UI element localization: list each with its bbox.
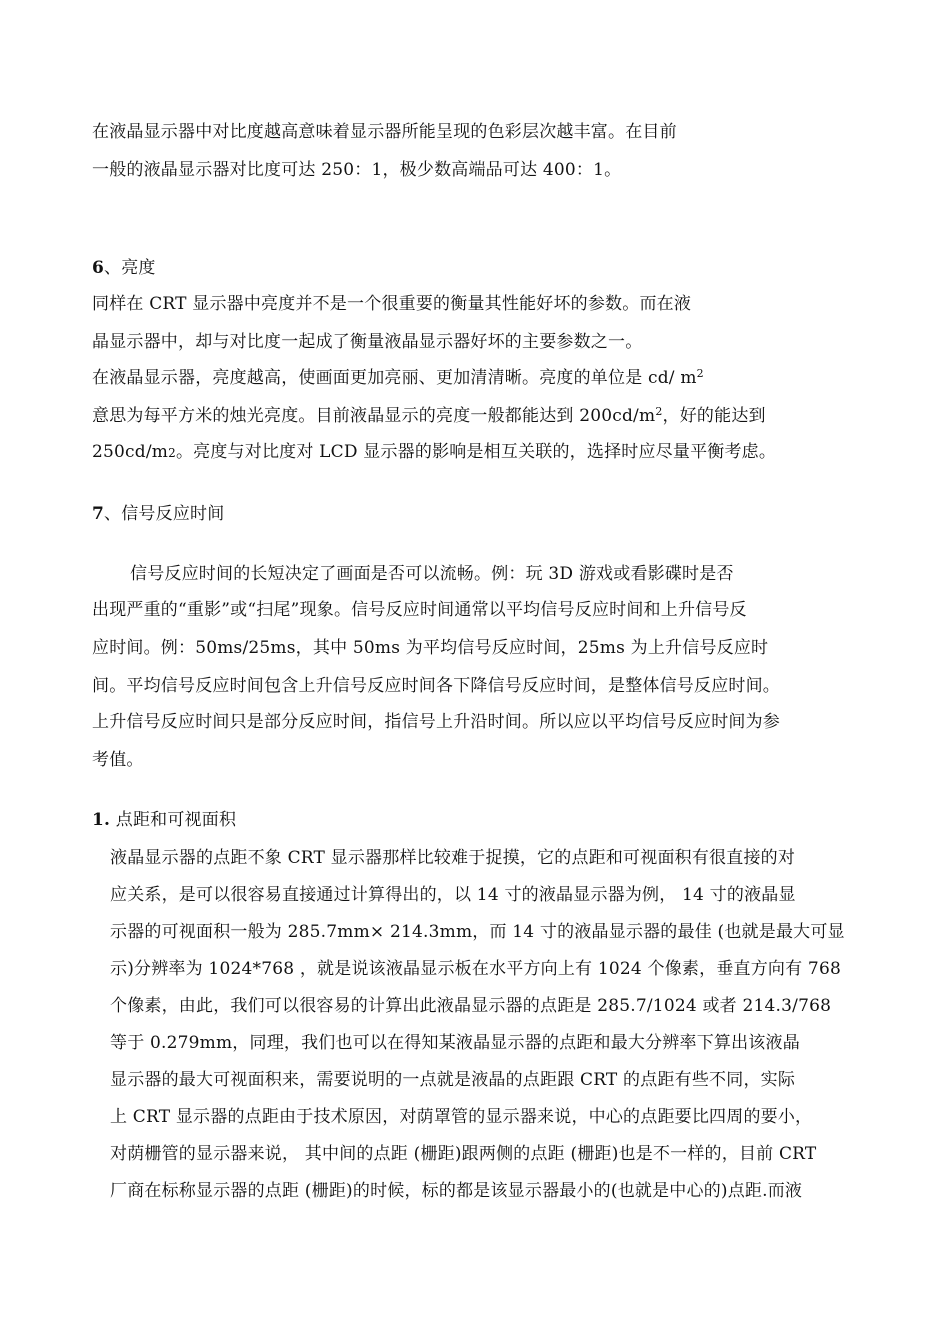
dotpitch-line-2: 应关系，是可以很容易直接通过计算得出的，以 14 寸的液晶显示器为例， 14 寸的液晶显	[110, 885, 796, 905]
dotpitch-line-7: 显示器的最大可视面积来，需要说明的一点就是液晶的点距跟 CRT 的点距有些不同，实际	[110, 1070, 796, 1090]
brightness-heading-text: 、亮度	[104, 258, 156, 278]
brightness-line-4-tail: ，好的能达到	[662, 406, 766, 426]
dotpitch-line-4: 示)分辨率为 1024*768 ，就是说该液晶显示板在水平方向上有 1024 个像素，垂直方向有 768	[110, 959, 841, 979]
dotpitch-heading-text: 点距和可视面积	[110, 810, 237, 830]
brightness-heading-number: 6	[92, 258, 105, 278]
brightness-line-3	[92, 368, 704, 390]
response-heading	[92, 504, 224, 524]
brightness-line-4	[92, 406, 766, 428]
dotpitch-line-5: 个像素，由此，我们可以很容易的计算出此液晶显示器的点距是 285.7/1024 或者 214.3/768	[110, 996, 832, 1016]
dotpitch-heading-number: 1.	[92, 810, 111, 830]
response-line-2: 出现严重的“重影”或“扫尾”现象。信号反应时间通常以平均信号反应时间和上升信号反	[92, 600, 747, 620]
brightness-line-4-superscript: 2	[655, 405, 663, 418]
response-line-1: 信号反应时间的长短决定了画面是否可以流畅。例：玩 3D 游戏或看影碟时是否	[130, 564, 734, 584]
brightness-line-5-exponent: 2	[168, 446, 176, 460]
brightness-line-5-text: 。亮度与对比度对 LCD 显示器的影响是相互关联的，选择时应尽量平衡考虑。	[175, 442, 777, 462]
brightness-line-5	[92, 442, 776, 463]
contrast-line-2: 一般的液晶显示器对比度可达 250：1，极少数高端品可达 400：1。	[92, 160, 622, 180]
response-heading-text: 、信号反应时间	[104, 504, 225, 524]
response-line-3: 应时间。例：50ms/25ms，其中 50ms 为平均信号反应时间，25ms 为上升信号反应时	[92, 638, 769, 658]
brightness-line-3-text: 在液晶显示器，亮度越高，使画面更加亮丽、更加清清晰。亮度的单位是 cd/ m	[92, 368, 697, 388]
brightness-line-1: 同样在 CRT 显示器中亮度并不是一个很重要的衡量其性能好坏的参数。而在液	[92, 294, 692, 314]
brightness-line-3-superscript: 2	[696, 367, 704, 380]
response-line-5: 上升信号反应时间只是部分反应时间，指信号上升沿时间。所以应以平均信号反应时间为参	[92, 712, 780, 732]
response-line-6: 考值。	[92, 750, 144, 770]
contrast-line-1: 在液晶显示器中对比度越高意味着显示器所能呈现的色彩层次越丰富。在目前	[92, 122, 677, 142]
brightness-line-5-head: 250cd/m	[92, 442, 169, 462]
dotpitch-line-8: 上 CRT 显示器的点距由于技术原因，对荫罩管的显示器来说，中心的点距要比四周的要小，	[110, 1107, 813, 1127]
dotpitch-line-3: 示器的可视面积一般为 285.7mm× 214.3mm，而 14 寸的液晶显示器的最佳 (也就是最大可显	[110, 922, 845, 942]
dotpitch-heading	[92, 810, 236, 830]
response-heading-number: 7	[92, 504, 105, 524]
response-line-4: 间。平均信号反应时间包含上升信号反应时间各下降信号反应时间，是整体信号反应时间。	[92, 676, 780, 696]
dotpitch-line-10: 厂商在标称显示器的点距 (栅距)的时候，标的都是该显示器最小的(也就是中心的)点距.而液	[110, 1181, 803, 1201]
dotpitch-line-9: 对荫栅管的显示器来说， 其中间的点距 (栅距)跟两侧的点距 (栅距)也是不一样的，目前 CRT	[110, 1144, 817, 1164]
brightness-heading	[92, 258, 156, 278]
dotpitch-line-1: 液晶显示器的点距不象 CRT 显示器那样比较难于捉摸，它的点距和可视面积有很直接的对	[110, 848, 796, 868]
brightness-line-2: 晶显示器中，却与对比度一起成了衡量液晶显示器好坏的主要参数之一。	[92, 332, 643, 352]
brightness-line-4-text: 意思为每平方米的烛光亮度。目前液晶显示的亮度一般都能达到 200cd/m	[92, 406, 656, 426]
dotpitch-line-6: 等于 0.279mm，同理，我们也可以在得知某液晶显示器的点距和最大分辨率下算出该液晶	[110, 1033, 800, 1053]
